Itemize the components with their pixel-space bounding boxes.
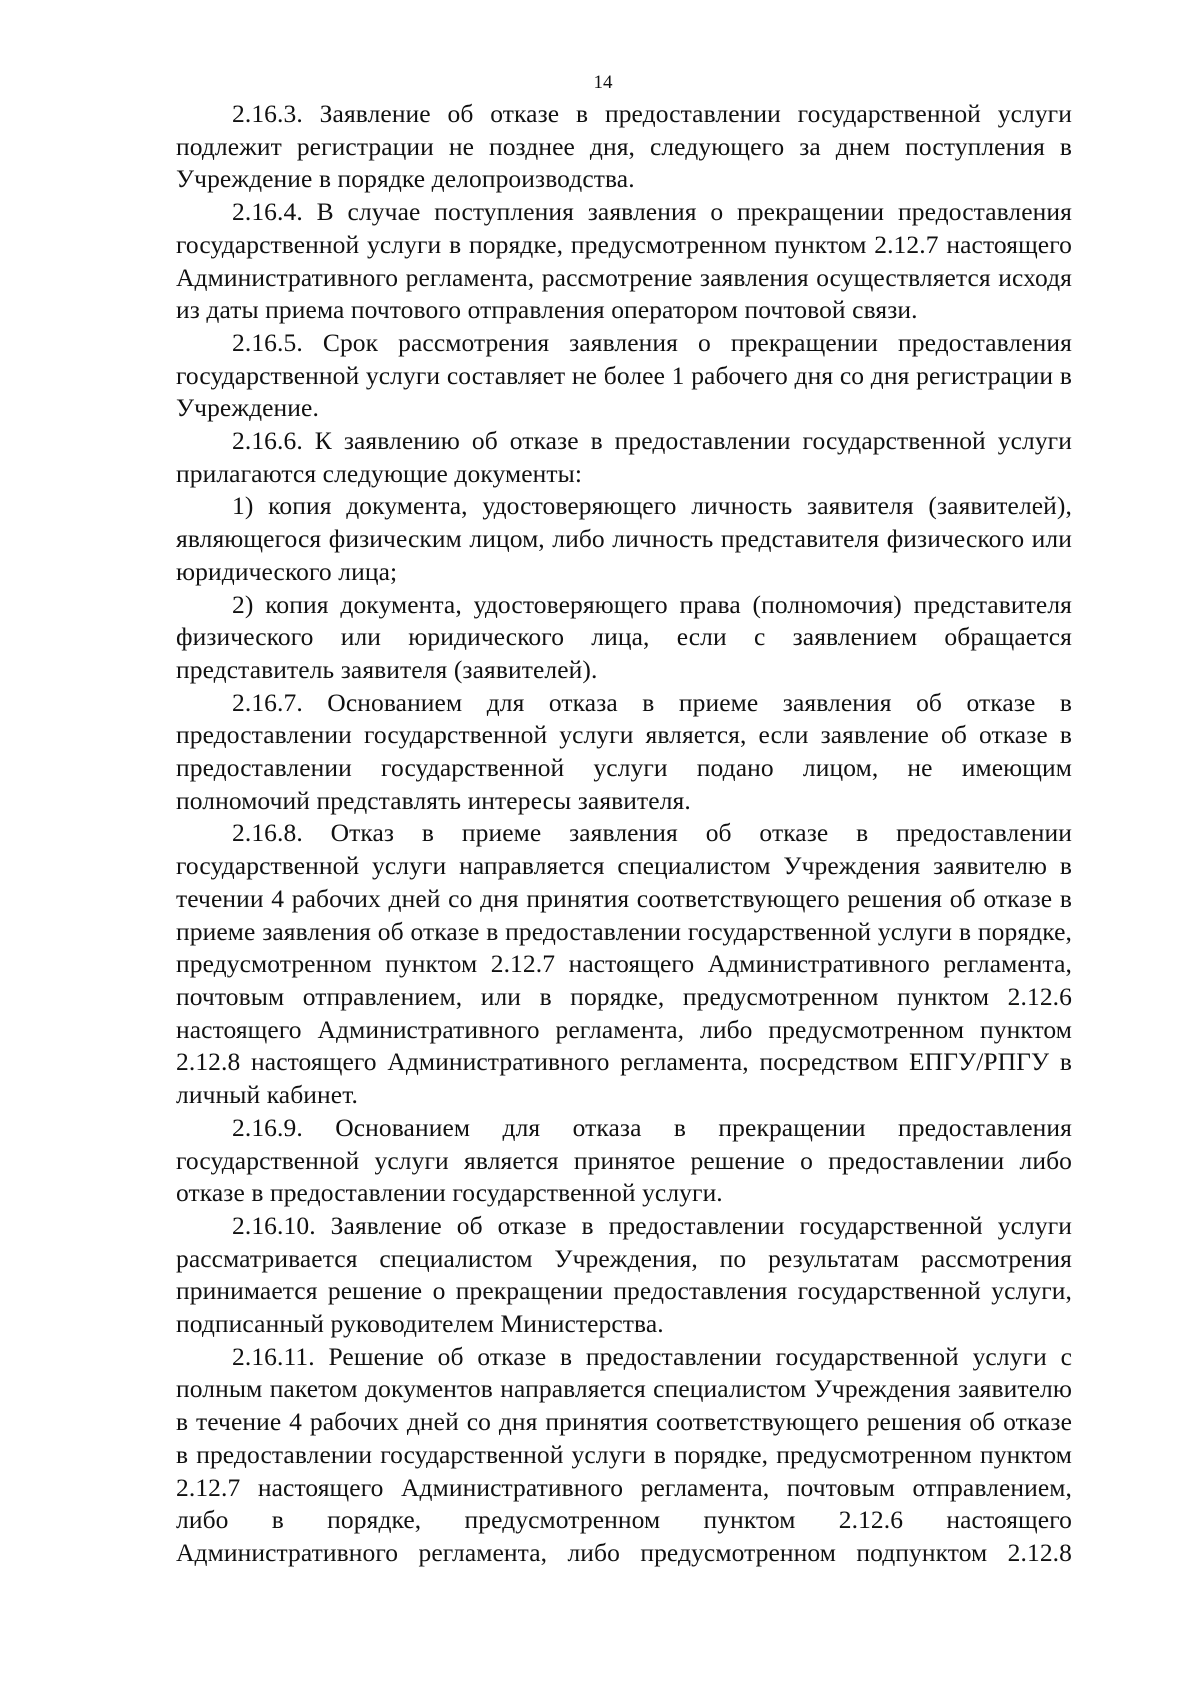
- paragraph-2-16-5: 2.16.5. Срок рассмотрения заявления о прекращении предоставления государственной услуги составляет не более 1 рабочего дня со дня регистрации в Учреждение.: [176, 327, 1072, 423]
- list-item-1: 1) копия документа, удостоверяющего личность заявителя (заявителей), являющегося физическим лицом, либо личность представителя физического или юридического лица;: [176, 491, 1072, 586]
- paragraph-2-16-10: 2.16.10. Заявление об отказе в предоставлении государственной услуги рассматривается специалистом Учреждения, по результатам рассмотрения принимается решение о прекращении предоставления государственной услуги, подписанный руководителем Министерства.: [176, 1210, 1072, 1339]
- paragraph-2-16-6: 2.16.6. К заявлению об отказе в предоставлении государственной услуги прилагаются следующие документы:: [176, 426, 1072, 488]
- list-item-2: 2) копия документа, удостоверяющего права (полномочия) представителя физического или юридического лица, если с заявлением обращается представитель заявителя (заявителей).: [176, 589, 1072, 684]
- page-number: 14: [593, 72, 613, 93]
- document-body: [176, 98, 1072, 1570]
- paragraph-2-16-8: 2.16.8. Отказ в приеме заявления об отказе в предоставлении государственной услуги направляется специалистом Учреждения заявителю в течении 4 рабочих дней со дня принятия соответствующего решения об отказе в приеме заявления об отказе в предоставлении государственной услуги в порядке, предусмотренном пунктом 2.12.7 настоящего Административного регламента, почтовым отправлением, или в порядке, предусмотренном пунктом 2.12.6 настоящего Административного регламента, либо предусмотренном пунктом 2.12.8 настоящего Административного регламента, посредством ЕПГУ/РПГУ в личный кабинет.: [176, 818, 1072, 1110]
- paragraph-2-16-4: 2.16.4. В случае поступления заявления о прекращении предоставления государственной услуги в порядке, предусмотренном пунктом 2.12.7 настоящего Административного регламента, рассмотрение заявления осуществляется исходя из даты приема почтового отправления оператором почтовой связи.: [176, 197, 1072, 325]
- paragraph-2-16-9: 2.16.9. Основанием для отказа в прекращении предоставления государственной услуги является принятое решение о предоставлении либо отказе в предоставлении государственной услуги.: [176, 1112, 1072, 1208]
- paragraph-2-16-11: 2.16.11. Решение об отказе в предоставлении государственной услуги с полным пакетом документов направляется специалистом Учреждения заявителю в течение 4 рабочих дней со дня принятия соответствующего решения об отказе в предоставлении государственной услуги в порядке, предусмотренном пунктом 2.12.7 настоящего Административного регламента, почтовым отправлением, либо в порядке, предусмотренном пунктом 2.12.6 настоящего Административного регламента, либо предусмотренном подпунктом 2.12.8: [176, 1341, 1072, 1567]
- paragraph-2-16-3: 2.16.3. Заявление об отказе в предоставлении государственной услуги подлежит регистрации не позднее дня, следующего за днем поступления в Учреждение в порядке делопроизводства.: [176, 99, 1072, 194]
- paragraph-2-16-7: 2.16.7. Основанием для отказа в приеме заявления об отказе в предоставлении государственной услуги является, если заявление об отказе в предоставлении государственной услуги подано лицом, не имеющим полномочий представлять интересы заявителя.: [176, 687, 1072, 815]
